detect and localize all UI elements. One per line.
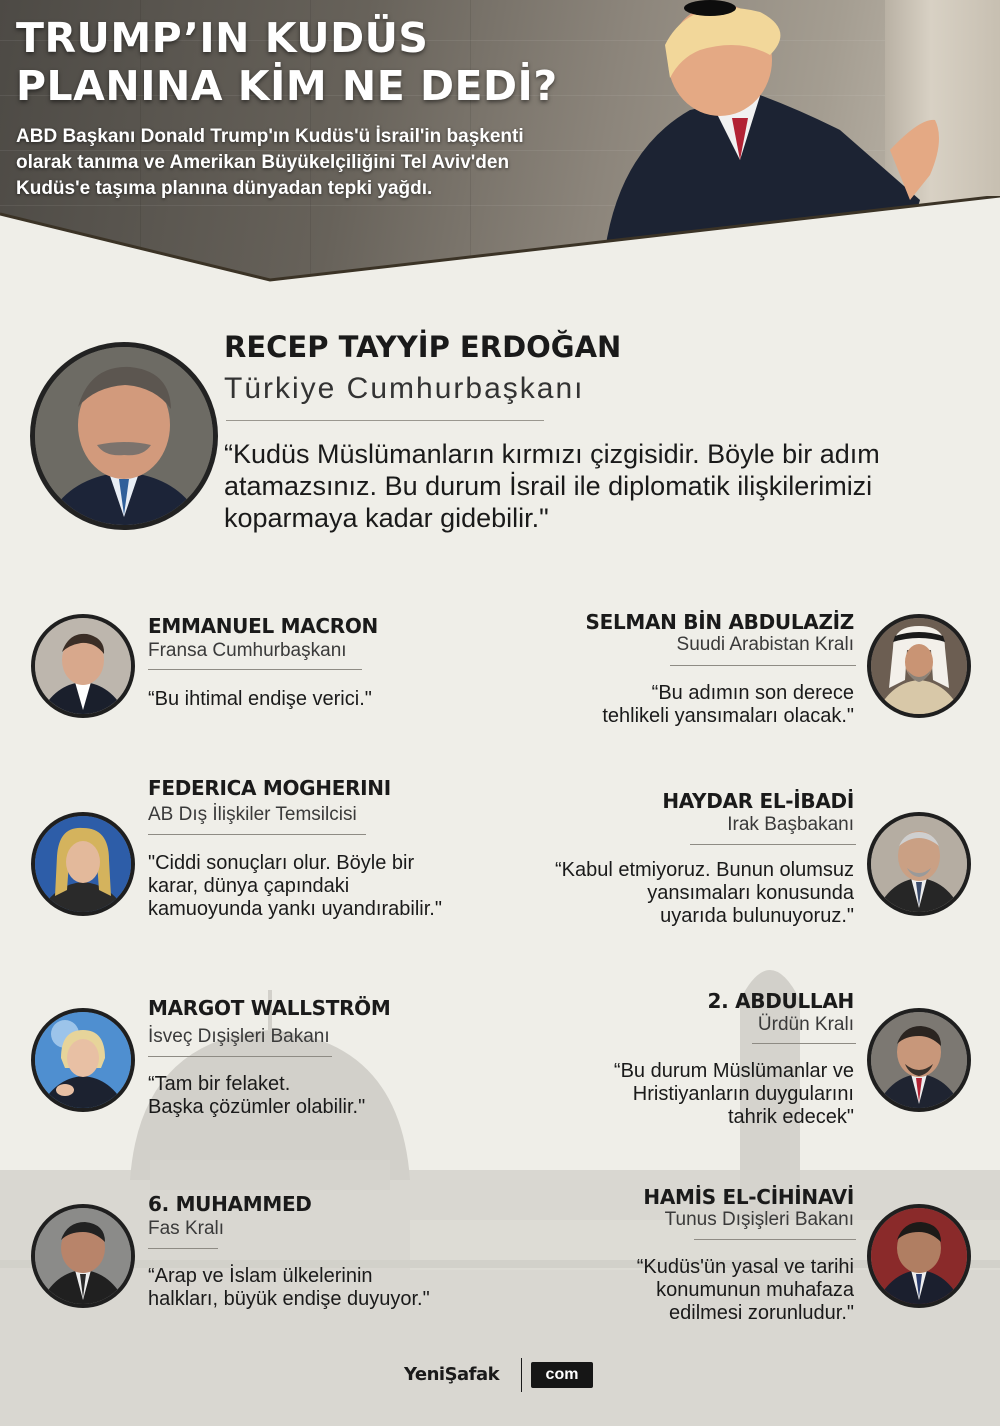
wallstrom-quote: [148, 1073, 468, 1119]
selman-quote-line-2: tehlikeli yansımaları olacak.": [602, 705, 854, 727]
main-person-quote: [224, 438, 984, 534]
headline: [16, 14, 636, 110]
mogherini-quote-line-2: karar, dünya çapındaki: [148, 875, 350, 897]
muhammed-quote: [148, 1265, 488, 1311]
wallstrom-avatar: [31, 1008, 135, 1112]
domain-badge: com: [531, 1362, 593, 1388]
selman-divider: [670, 665, 856, 666]
cihinavi-title: Tunus Dışişleri Bakanı: [664, 1209, 854, 1230]
muhammed-quote-line-1: “Arap ve İslam ülkelerinin: [148, 1265, 373, 1287]
ibadi-quote-line-1: “Kabul etmiyoruz. Bunun olumsuz: [554, 859, 854, 881]
abdullah-avatar: [867, 1008, 971, 1112]
selman-name: SELMAN BİN ABDULAZİZ: [585, 610, 854, 634]
selman-title: Suudi Arabistan Kralı: [676, 634, 854, 655]
main-person-title: Türkiye Cumhurbaşkanı: [224, 372, 585, 405]
macron-avatar: [31, 614, 135, 718]
headline-line-2: PLANINA KİM NE DEDİ?: [16, 62, 558, 110]
muhammed-quote-line-2: halkları, büyük endişe duyuyor.": [148, 1288, 430, 1310]
cihinavi-quote: [480, 1256, 854, 1325]
mogherini-quote: [148, 852, 488, 921]
macron-quote-line-1: “Bu ihtimal endişe verici.": [148, 688, 372, 710]
cihinavi-name: HAMİS EL-CİHİNAVİ: [643, 1185, 854, 1209]
mogherini-quote-line-3: kamuoyunda yankı uyandırabilir.": [148, 898, 442, 920]
ibadi-quote-line-3: uyarıda bulunuyoruz.": [660, 905, 854, 927]
selman-quote: [480, 682, 854, 728]
main-person-name: RECEP TAYYİP ERDOĞAN: [224, 330, 622, 364]
muhammed-divider: [148, 1248, 218, 1249]
subtitle-line-1: ABD Başkanı Donald Trump'ın Kudüs'ü İsrail'in başkenti: [16, 126, 524, 147]
selman-avatar: [867, 614, 971, 718]
header-banner: [0, 0, 1000, 290]
yenisafak-logo: YeniŞafak: [404, 1364, 500, 1385]
mogherini-avatar: [31, 812, 135, 916]
macron-title: Fransa Cumhurbaşkanı: [148, 640, 347, 661]
header-divider: [0, 196, 1000, 290]
subtitle: [16, 124, 616, 202]
erdogan-avatar: [30, 342, 218, 530]
abdullah-quote-line-2: Hristiyanların duygularını: [632, 1083, 854, 1105]
cihinavi-avatar: [867, 1204, 971, 1308]
ibadi-quote-line-2: yansımaları konusunda: [647, 882, 854, 904]
abdullah-quote-line-3: tahrik edecek": [727, 1106, 854, 1128]
mogherini-divider: [148, 834, 366, 835]
ibadi-name: HAYDAR EL-İBADİ: [662, 789, 854, 813]
ibadi-quote: [480, 859, 854, 928]
subtitle-line-3: Kudüs'e taşıma planına dünyadan tepki yağdı.: [16, 178, 433, 199]
cihinavi-quote-line-1: “Kudüs'ün yasal ve tarihi: [636, 1256, 854, 1278]
macron-name: EMMANUEL MACRON: [148, 614, 378, 638]
subtitle-line-2: olarak tanıma ve Amerikan Büyükelçiliğini Tel Aviv'den: [16, 152, 510, 173]
main-quote-line-2: atamazsınız. Bu durum İsrail ile diplomatik ilişkilerimizi: [224, 471, 873, 501]
macron-divider: [148, 669, 362, 670]
cihinavi-divider: [694, 1239, 856, 1240]
abdullah-quote-line-1: “Bu durum Müslümanlar ve: [613, 1060, 854, 1082]
footer: [0, 1356, 1000, 1396]
mogherini-quote-line-1: "Ciddi sonuçları olur. Böyle bir: [148, 852, 415, 874]
abdullah-quote: [480, 1060, 854, 1129]
ibadi-divider: [690, 844, 856, 845]
wallstrom-name: MARGOT WALLSTRÖM: [148, 996, 391, 1020]
headline-line-1: TRUMP’IN KUDÜS: [16, 14, 429, 62]
abdullah-name: 2. ABDULLAH: [707, 989, 854, 1013]
main-quote-line-3: koparmaya kadar gidebilir.": [224, 503, 549, 533]
selman-quote-line-1: “Bu adımın son derece: [651, 682, 854, 704]
cihinavi-quote-line-3: edilmesi zorunludur.": [669, 1302, 854, 1324]
wallstrom-divider: [148, 1056, 332, 1057]
mogherini-name: FEDERICA MOGHERINI: [148, 776, 391, 800]
abdullah-title: Ürdün Kralı: [757, 1014, 854, 1035]
cihinavi-quote-line-2: konumunun muhafaza: [656, 1279, 854, 1301]
mogherini-title: AB Dış İlişkiler Temsilcisi: [148, 804, 357, 825]
muhammed-avatar: [31, 1204, 135, 1308]
wallstrom-quote-line-1: “Tam bir felaket.: [148, 1073, 291, 1095]
ibadi-title: Irak Başbakanı: [727, 814, 854, 835]
abdullah-divider: [752, 1043, 856, 1044]
footer-separator: [521, 1358, 522, 1392]
main-quote-line-1: “Kudüs Müslümanların kırmızı çizgisidir. Böyle bir adım: [224, 439, 880, 469]
wallstrom-title: İsveç Dışişleri Bakanı: [148, 1026, 330, 1047]
muhammed-title: Fas Kralı: [148, 1218, 225, 1239]
macron-quote: [148, 688, 478, 711]
muhammed-name: 6. MUHAMMED: [148, 1192, 312, 1216]
main-divider: [226, 420, 544, 421]
wallstrom-quote-line-2: Başka çözümler olabilir.": [148, 1096, 366, 1118]
ibadi-avatar: [867, 812, 971, 916]
